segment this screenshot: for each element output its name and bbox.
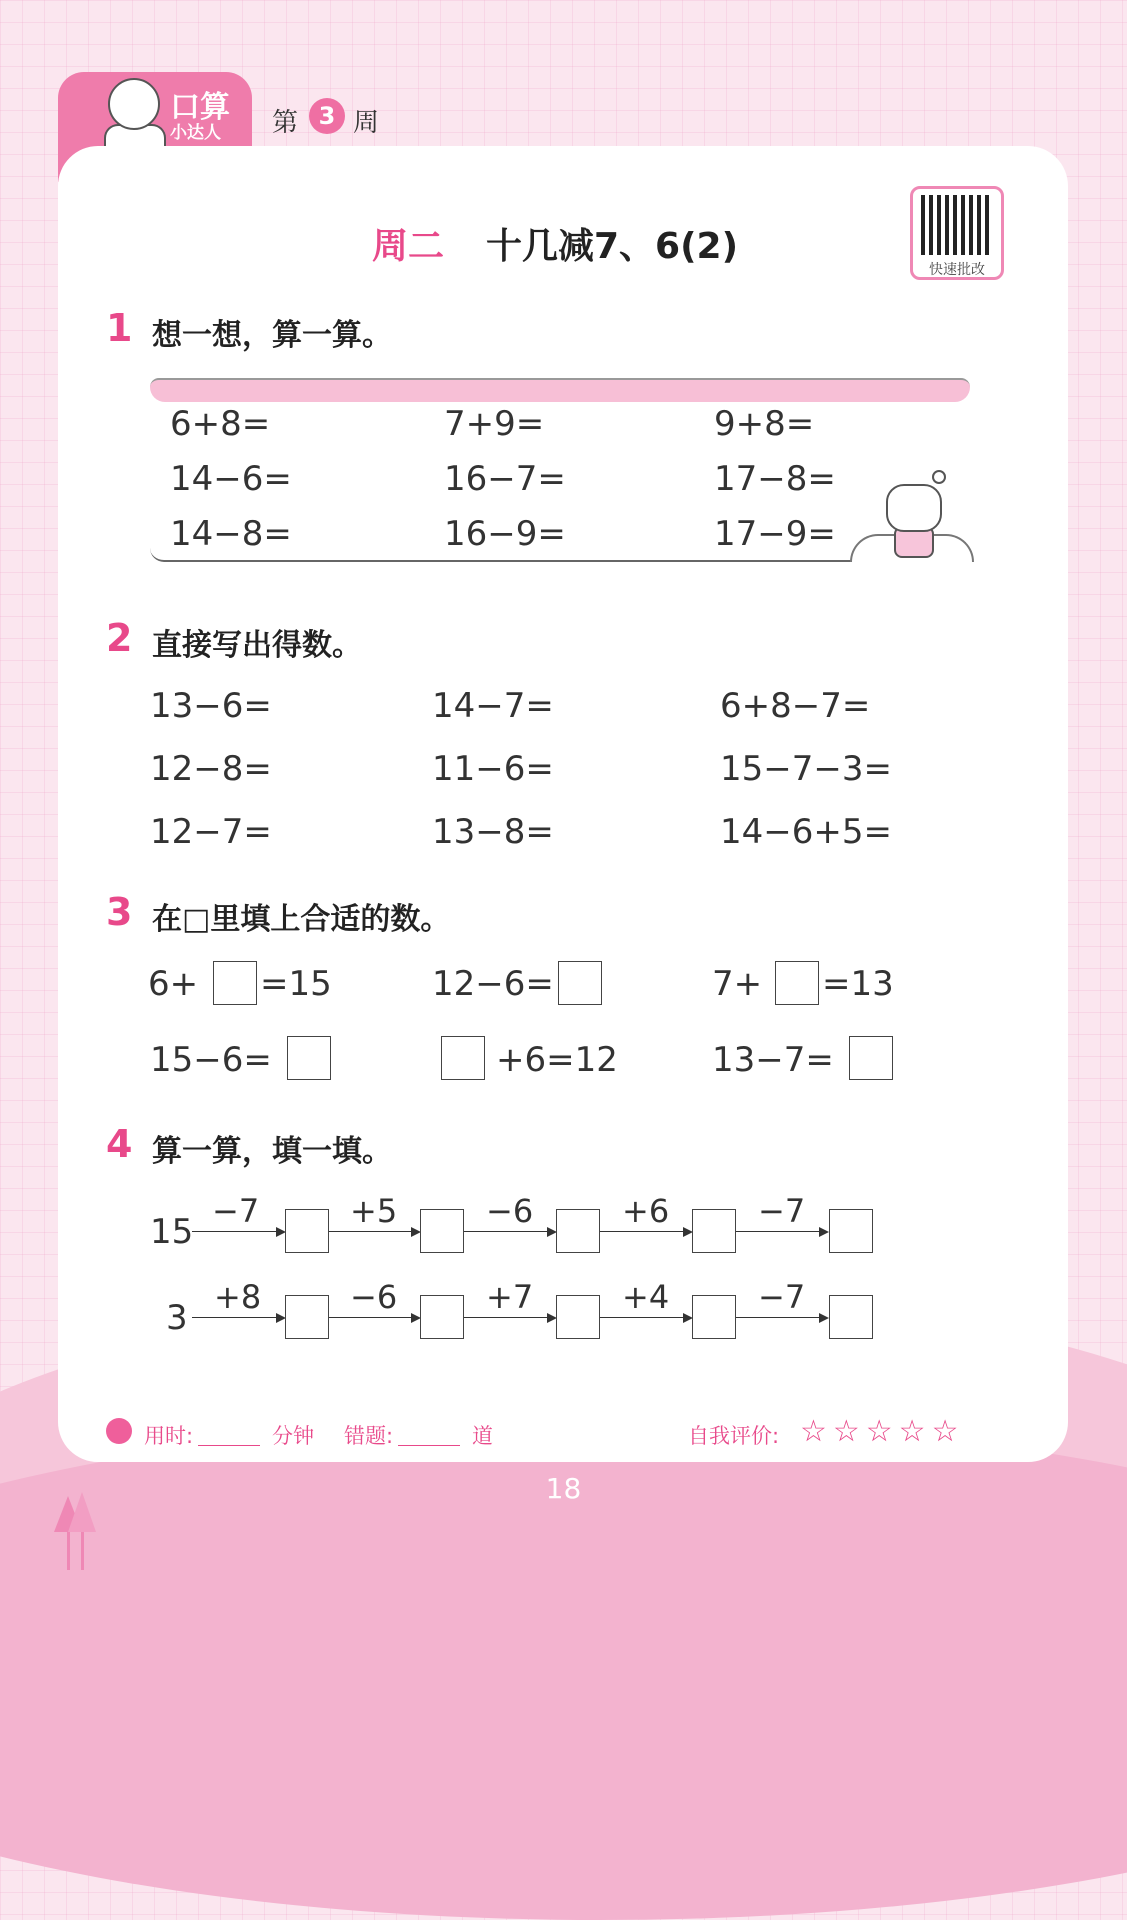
qr-code[interactable] xyxy=(910,186,1004,280)
arrow xyxy=(192,1231,276,1232)
page-number: 18 xyxy=(545,1472,582,1505)
mascot-icon xyxy=(108,78,160,130)
chain-operator: −7 xyxy=(212,1192,260,1230)
answer-box[interactable] xyxy=(556,1209,600,1253)
answer-box[interactable] xyxy=(829,1295,873,1339)
decorative-band xyxy=(150,378,970,402)
exercise: 17−9= xyxy=(714,514,836,554)
brand-subtitle: 小达人 xyxy=(170,123,221,143)
tree-icon xyxy=(68,1492,96,1532)
page-title-topic: 十几减7、6(2) xyxy=(486,226,739,267)
chain-operator: −7 xyxy=(758,1192,806,1230)
exercise: 12−8= xyxy=(150,749,272,789)
exercise: 14−6= xyxy=(170,459,292,499)
qr-code-icon xyxy=(921,195,991,255)
answer-box[interactable] xyxy=(420,1209,464,1253)
exercise: 13−6= xyxy=(150,686,272,726)
exercise-part: =13 xyxy=(822,964,894,1004)
qr-label: 快速批改 xyxy=(929,262,985,278)
section-number: 2 xyxy=(106,616,133,660)
section-number: 4 xyxy=(106,1122,133,1166)
exercise-part: 13−7= xyxy=(712,1040,834,1080)
chain-operator: −6 xyxy=(486,1192,534,1230)
exercise: 9+8= xyxy=(714,404,815,444)
arrow-head xyxy=(819,1313,829,1323)
exercise: 15−7−3= xyxy=(720,749,892,789)
answer-box[interactable] xyxy=(213,961,257,1005)
answer-box[interactable] xyxy=(420,1295,464,1339)
section-title: 直接写出得数。 xyxy=(152,628,362,663)
errors-blank[interactable] xyxy=(398,1445,460,1446)
section-title: 算一算，填一填。 xyxy=(152,1134,392,1169)
robot-antenna xyxy=(932,470,946,484)
exercise: 14−6+5= xyxy=(720,812,892,852)
answer-box[interactable] xyxy=(441,1036,485,1080)
answer-box[interactable] xyxy=(558,961,602,1005)
time-blank[interactable] xyxy=(198,1445,260,1446)
exercise-part: 7+ xyxy=(712,964,763,1004)
exercise-part: 12−6= xyxy=(432,964,554,1004)
exercise: 16−7= xyxy=(444,459,566,499)
exercise: 11−6= xyxy=(432,749,554,789)
arrow xyxy=(192,1317,276,1318)
exercise: 16−9= xyxy=(444,514,566,554)
arrow xyxy=(736,1317,819,1318)
exercise: 14−8= xyxy=(170,514,292,554)
exercise: 6+8= xyxy=(170,404,271,444)
answer-box[interactable] xyxy=(287,1036,331,1080)
exercise: 14−7= xyxy=(432,686,554,726)
answer-box[interactable] xyxy=(829,1209,873,1253)
exercise: 6+8−7= xyxy=(720,686,871,726)
chain-operator: +4 xyxy=(622,1278,670,1316)
arrow xyxy=(329,1231,411,1232)
robot-icon xyxy=(886,484,942,532)
answer-box[interactable] xyxy=(692,1209,736,1253)
arrow xyxy=(736,1231,819,1232)
answer-box[interactable] xyxy=(285,1295,329,1339)
chain-operator: −6 xyxy=(350,1278,398,1316)
exercise: 12−7= xyxy=(150,812,272,852)
answer-box[interactable] xyxy=(849,1036,893,1080)
arrow xyxy=(600,1317,683,1318)
chain-start: 3 xyxy=(166,1298,188,1338)
section-number: 3 xyxy=(106,890,133,934)
chain-operator: −7 xyxy=(758,1278,806,1316)
exercise: 17−8= xyxy=(714,459,836,499)
section-number: 1 xyxy=(106,306,133,350)
week-number: 3 xyxy=(309,98,345,134)
brand-title: 口算 xyxy=(170,90,230,125)
arrow-head xyxy=(819,1227,829,1237)
star-rating[interactable]: ☆☆☆☆☆ xyxy=(800,1414,965,1449)
errors-label: 错题: xyxy=(344,1424,394,1448)
section-title: 想一想，算一算。 xyxy=(152,318,392,353)
exercise-part: =15 xyxy=(260,964,332,1004)
section-title: 在□里填上合适的数。 xyxy=(152,902,451,937)
chain-start: 15 xyxy=(150,1212,194,1252)
exercise: 7+9= xyxy=(444,404,545,444)
answer-box[interactable] xyxy=(556,1295,600,1339)
week-suffix: 周 xyxy=(353,108,380,138)
time-label: 用时: xyxy=(144,1424,194,1448)
answer-box[interactable] xyxy=(285,1209,329,1253)
exercise-part: 6+ xyxy=(148,964,199,1004)
answer-box[interactable] xyxy=(775,961,819,1005)
chain-operator: +8 xyxy=(214,1278,262,1316)
self-eval-label: 自我评价: xyxy=(688,1424,780,1448)
arrow xyxy=(464,1317,547,1318)
exercise-part: +6=12 xyxy=(496,1040,618,1080)
errors-unit: 道 xyxy=(472,1424,493,1448)
chain-operator: +5 xyxy=(350,1192,398,1230)
exercise-part: 15−6= xyxy=(150,1040,272,1080)
time-unit: 分钟 xyxy=(272,1424,314,1448)
tree-trunk xyxy=(67,1530,70,1570)
answer-box[interactable] xyxy=(692,1295,736,1339)
arrow xyxy=(600,1231,683,1232)
arrow xyxy=(464,1231,547,1232)
chain-operator: +7 xyxy=(486,1278,534,1316)
tree-trunk xyxy=(81,1530,84,1570)
chain-operator: +6 xyxy=(622,1192,670,1230)
exercise: 13−8= xyxy=(432,812,554,852)
page-title-day: 周二 xyxy=(372,226,445,267)
arrow xyxy=(329,1317,411,1318)
week-prefix: 第 xyxy=(272,108,299,138)
stopwatch-icon xyxy=(106,1418,132,1444)
